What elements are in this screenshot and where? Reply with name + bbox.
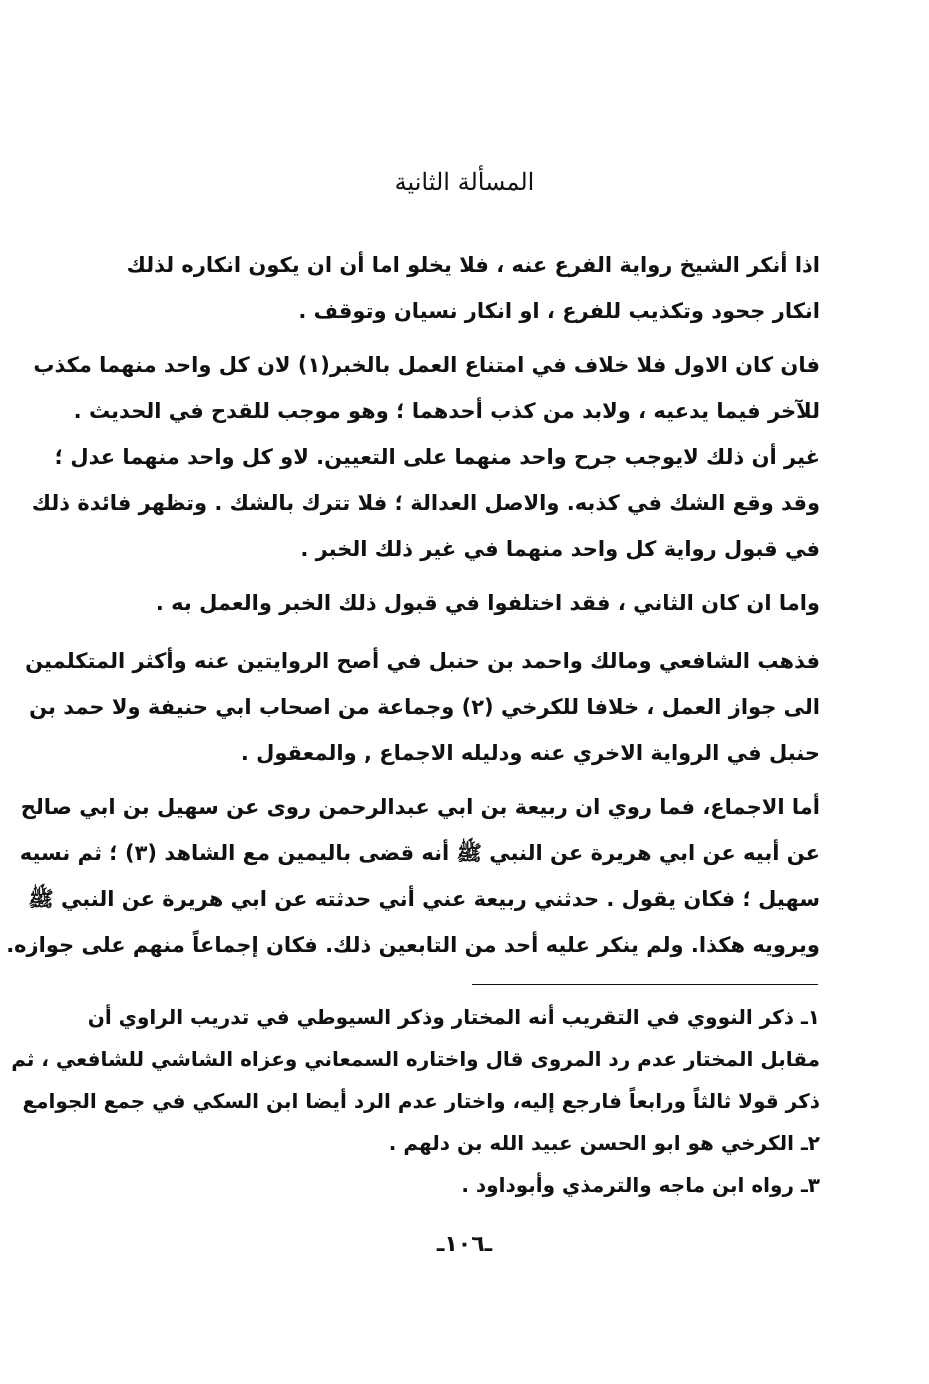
text-line: واما ان كان الثاني ، فقد اختلفوا في قبول ذلك الخبر والعمل به . [155,591,820,615]
text-line: حنبل في الرواية الاخري عنه ودليله الاجماع , والمعقول . [240,741,820,765]
footnotes [11,996,820,1206]
footnote-line: ٢ـ الكرخي هو ابو الحسن عبيد الله بن دلهم . [388,1131,820,1155]
text-line: فذهب الشافعي ومالك واحمد بن حنبل في أصح الروايتين عنه وأكثر المتكلمين [25,649,820,673]
footnote-line: ذكر قولا ثالثاً ورابعاً فارجع إليه، واختار عدم الرد أيضا ابن السكي في جمع الجوامع [22,1089,820,1113]
text-line: عن أبيه عن ابي هريرة عن النبي ﷺ أنه قضى باليمين مع الشاهد (٣) ؛ ثم نسيه [19,841,820,865]
main-text [6,242,820,968]
text-line: أما الاجماع، فما روي ان ربيعة بن ابي عبدالرحمن روى عن سهيل بن ابي صالح [20,795,820,819]
paragraph-3 [105,580,820,626]
text-line: الى جواز العمل ، خلافا للكرخي (٢) وجماعة من اصحاب ابي حنيفة ولا حمد بن [29,695,820,719]
text-line: انكار جحود وتكذيب للفرع ، او انكار نسيان وتوقف . [298,299,820,323]
footnote-line: ١ـ ذكر النووي في التقريب أنه المختار وذكر السيوطي في تدريب الراوي أن [87,1005,820,1029]
paragraph-5 [6,784,820,968]
footnote-line: ٣ـ رواه ابن ماجه والترمذي وأبوداود . [461,1173,820,1197]
footnote-divider [472,984,818,985]
text-line: في قبول رواية كل واحد منهما في غير ذلك الخبر . [300,537,820,561]
text-line: للآخر فيما يدعيه ، ولابد من كذب أحدهما ؛ وهو موجب للقدح في الحديث . [73,399,820,423]
text-line: اذا أنكر الشيخ رواية الفرع عنه ، فلا يخلو اما أن ان يكون انكاره لذلك [126,253,820,277]
text-line: سهيل ؛ فكان يقول . حدثني ربيعة عني أني حدثته عن ابي هريرة عن النبي ﷺ [28,887,820,911]
text-line: غير أن ذلك لايوجب جرح واحد منهما على التعيين. لاو كل واحد منهما عدل ؛ [54,445,820,469]
paragraph-1 [105,242,820,334]
footnote-line: مقابل المختار عدم رد المروى قال واختاره السمعاني وعزاه الشاشي للشافعي ، ثم [11,1047,820,1071]
paragraph-4 [25,638,820,776]
text-line: فان كان الاول فلا خلاف في امتناع العمل بالخبر(١) لان كل واحد منهما مكذب [33,353,820,377]
text-line: وقد وقع الشك في كذبه. والاصل العدالة ؛ فلا تترك بالشك . وتظهر فائدة ذلك [31,491,820,515]
paragraph-2 [31,342,820,572]
page-number: ـ١٠٦ـ [436,1232,493,1257]
text-line: ويرويه هكذا. ولم ينكر عليه أحد من التابعين ذلك. فكان إجماعاً منهم على جوازه. [6,933,820,957]
section-heading: المسألة الثانية [394,168,535,196]
